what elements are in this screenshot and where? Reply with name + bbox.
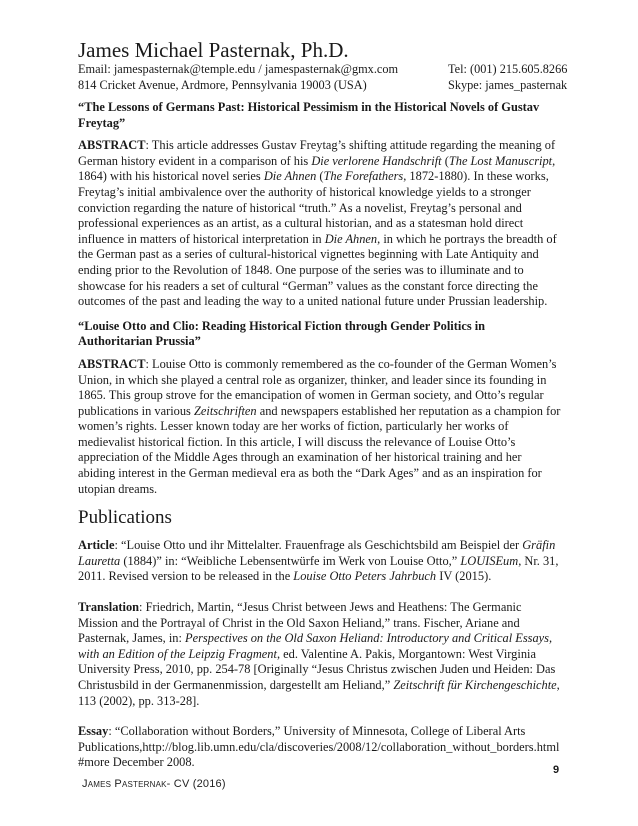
abstract-label: ABSTRACT	[78, 138, 146, 153]
publication-article	[78, 538, 561, 585]
publication-label: Article	[78, 538, 115, 553]
contact-row-1	[78, 62, 588, 78]
skype-line: Skype: james_pasternak	[448, 77, 568, 92]
abstract-italic: The Lost Manuscript	[448, 153, 553, 168]
publication-text: (1884)” in: “Weibliche Lebensentwürfe im Werk von Louise Otto,”	[120, 553, 461, 568]
abstract-text: and newspapers established her reputation as a champion for women’s rights. Lesser known today are her works of fiction, particularly her works of medievalist historical fiction. In this article, I will discuss the relevance of Louise Otto’s appreciation of the Middle Ages through an examination of her historical training and her abiding interest in the German medieval era as both the “Dark Ages” and as an inspiration for utopian dreams.	[78, 403, 561, 496]
publication-text: , Nr. 31, 2011. Revised version to be released in the	[78, 553, 559, 584]
publication-text: : “Collaboration without Borders,” University of Minnesota, College of Liberal Arts Publications,http://blog.lib.umn.edu/cla/discoveries/2008/12/collaboration_without_borders.html #more December 2008.	[78, 724, 560, 770]
contact-block	[78, 62, 588, 93]
publication-italic: Perspectives on the Old Saxon Heliand: Introductory and Critical Essays, with an Edition of the Leipzig Fragment	[78, 631, 553, 661]
author-name: James Michael Pasternak, Ph.D.	[78, 38, 349, 62]
publication-italic: Gräfin Lauretta	[78, 538, 556, 568]
publication-label: Translation	[78, 600, 140, 615]
main-content	[78, 100, 561, 786]
page-number: 9	[553, 764, 560, 776]
publication-label: Essay	[78, 724, 109, 739]
abstract-italic: Die verlorene Handschrift	[311, 153, 442, 168]
publication-italic: Zeitschrift für Kirchengeschichte,	[393, 678, 560, 692]
publications-heading: Publications	[78, 507, 172, 529]
email-line: Email: jamespasternak@temple.edu / jamespasternak@gmx.com	[78, 62, 399, 76]
publication-italic: Louise Otto Peters Jahrbuch	[293, 569, 437, 584]
article-title: “Louise Otto and Clio: Reading Historical Fiction through Gender Politics in Authoritarian Prussia”	[78, 318, 486, 349]
abstract-text: (	[441, 153, 449, 168]
abstract-text: : This article addresses Gustav Freytag’s shifting attitude regarding the meaning of German history evident in a comparison of his	[78, 138, 556, 168]
abstract-text: (	[316, 169, 324, 184]
publication-essay	[78, 724, 561, 771]
publication-text: : Friedrich, Martin, “Jesus Christ between Jews and Heathens: The Germanic Mission and the Portrayal of Christ in the Old Saxon Heliand,” trans. Fischer, Ariane and Pasternak, James, in:	[78, 600, 522, 646]
address-line: 814 Cricket Avenue, Ardmore, Pennsylvania 19003 (USA)	[78, 77, 367, 92]
abstract-text: : Louise Otto is commonly remembered as the co-founder of the German Women’s Union, in which she played a central role as organizer, thinker, and leader since its founding in 1865. This group strove for the emancipation of women in German society, and Otto’s regular publications in various	[78, 356, 557, 418]
contact-row-2	[78, 78, 588, 94]
article-abstract	[78, 357, 561, 497]
abstract-text: , in which he portrays the breadth of the German past as a series of cultural-historical vignettes beginning with Late Antiquity and ending prior to the Revolution of 1848. One purpose of the series was to illuminate and to showcase for his readers a set of cultural “German” values as the constant force directing the outcomes of the past and leading the way to a united national future under Prussian leadership.	[78, 231, 557, 309]
abstract-text: , 1872-1880). In these works, Freytag’s initial ambivalence over the authority of historical knowledge yields to a stronger conviction regarding the nature of historical “truth.” As a novelist, Freytag’s personal and professional experiences as an artist, as a cultural historian, and as a statesman hold direct influence in matters of historical interpretation in	[78, 169, 549, 246]
publication-text: IV (2015).	[436, 569, 492, 584]
publication-text: : “Louise Otto und ihr Mittelalter. Frauenfrage als Geschichtsbild am Beispiel der	[114, 538, 523, 553]
abstract-italic: Die Ahnen	[263, 169, 317, 184]
article-abstract	[78, 138, 561, 310]
footer-label: James Pasternak- CV (2016)	[82, 778, 226, 790]
publication-text: , ed. Valentine A. Pakis, Morgantown: West Virginia University Press, 2010, pp. 254-78 [Originally “Jesus Christus zwischen Juden und Heiden: Das Christusbild in der Germanenmission, dargestellt am Heliand,”	[78, 646, 556, 692]
publication-translation	[78, 600, 561, 709]
abstract-italic: Die Ahnen	[324, 231, 378, 246]
abstract-italic: Zeitschriften	[193, 403, 257, 418]
abstract-label: ABSTRACT	[78, 356, 146, 371]
article-title: “The Lessons of Germans Past: Historical Pessimism in the Historical Novels of Gustav Freytag”	[78, 100, 540, 130]
publication-italic: LOUISEum	[460, 553, 519, 568]
abstract-text: , 1864) with his historical novel series	[78, 153, 556, 184]
phone-line: Tel: (001) 215.605.8266	[448, 62, 568, 76]
publication-text: 113 (2002), pp. 313-28].	[78, 693, 200, 708]
abstract-italic: The Forefathers	[323, 169, 404, 184]
